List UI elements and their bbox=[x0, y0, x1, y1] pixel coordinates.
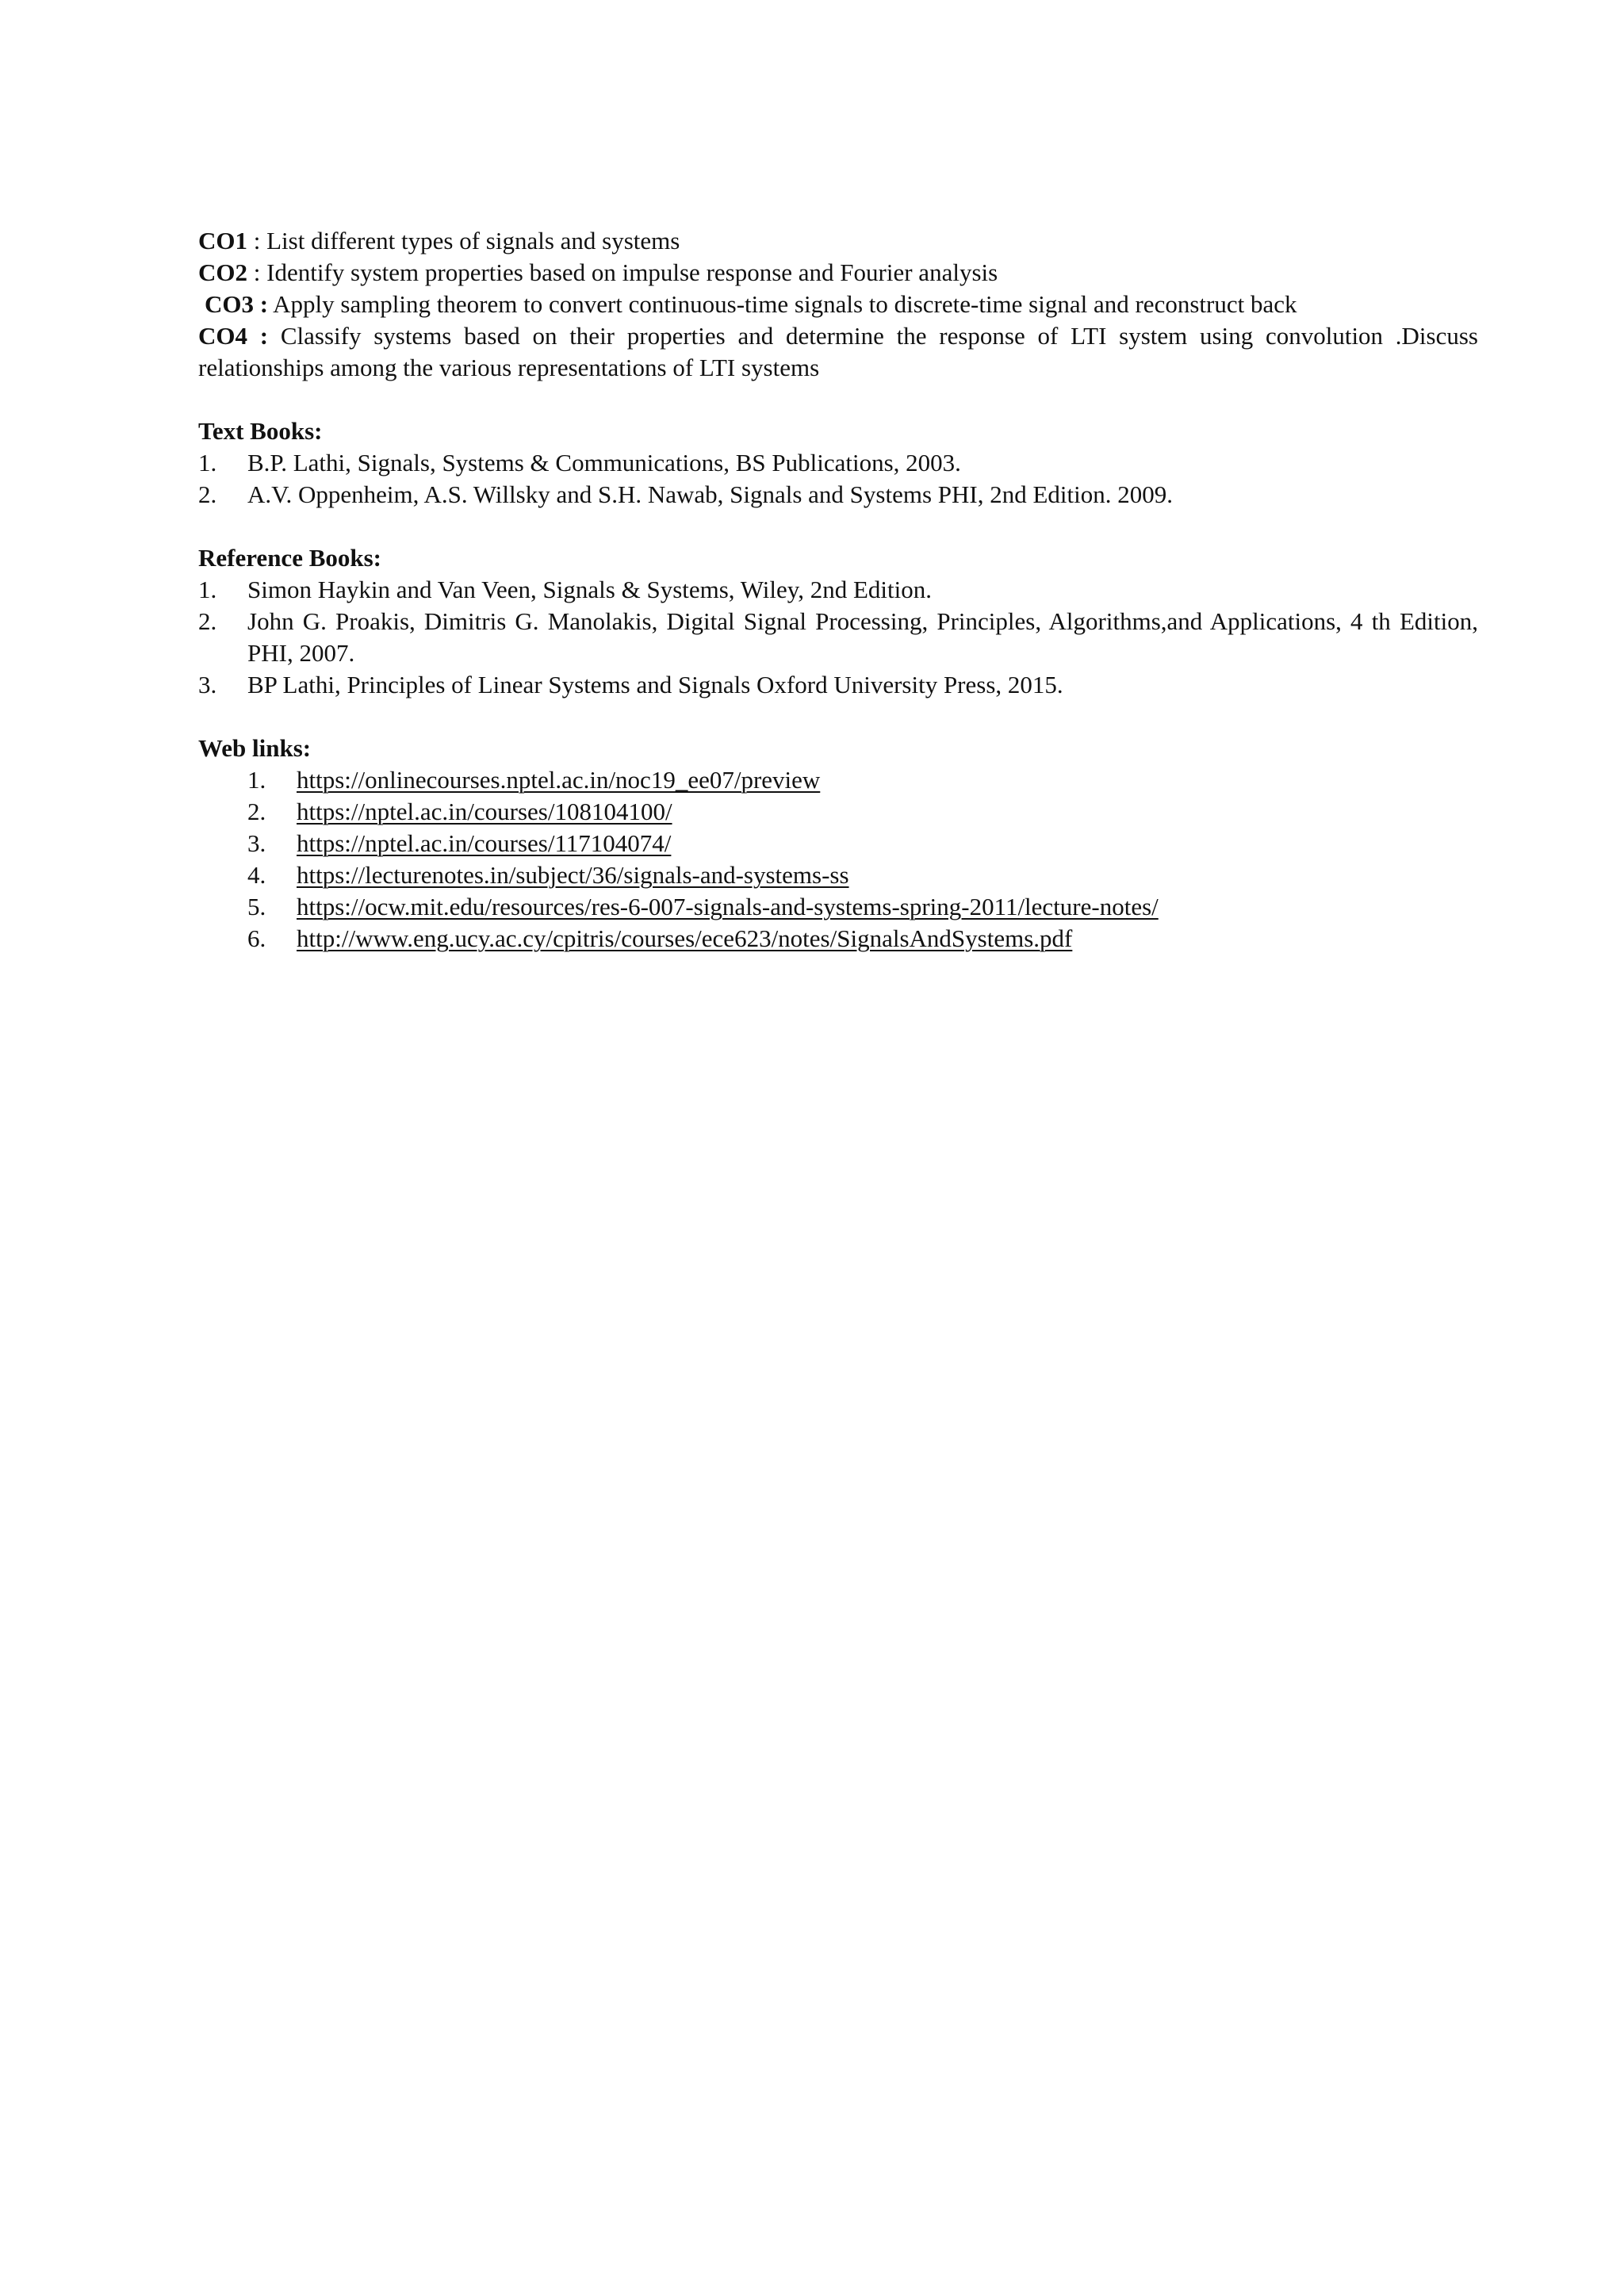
web-link[interactable]: https://nptel.ac.in/courses/108104100/ bbox=[297, 798, 672, 825]
course-outcome-label: CO2 bbox=[198, 258, 247, 286]
course-outcome-separator bbox=[268, 322, 281, 350]
course-outcome-label: CO4 : bbox=[198, 322, 269, 350]
list-item bbox=[247, 796, 1478, 828]
reference-books-heading: Reference Books: bbox=[198, 544, 382, 572]
course-outcome-2 bbox=[198, 257, 1478, 289]
course-outcome-text: Apply sampling theorem to convert continuous-time signals to discrete-time signal and reconstruct back bbox=[273, 290, 1297, 318]
web-link[interactable]: https://onlinecourses.nptel.ac.in/noc19_ee07/preview bbox=[297, 766, 821, 794]
course-outcome-label: CO1 bbox=[198, 227, 247, 254]
course-outcome-text: Identify system properties based on impulse response and Fourier analysis bbox=[266, 258, 998, 286]
course-outcome-label: CO3 : bbox=[205, 290, 269, 318]
course-outcome-4 bbox=[198, 320, 1478, 384]
list-item bbox=[198, 479, 1478, 511]
list-item-number: 5. bbox=[247, 893, 266, 920]
list-item bbox=[198, 447, 1478, 479]
list-item-text: B.P. Lathi, Signals, Systems & Communications, BS Publications, 2003. bbox=[247, 449, 961, 476]
list-item bbox=[247, 891, 1478, 923]
course-outcome-text: Classify systems based on their properties and determine the response of LTI system using convolution .Discuss relationships among the various representations of LTI systems bbox=[198, 322, 1479, 381]
course-outcome-3 bbox=[198, 289, 1478, 320]
web-links-list bbox=[198, 764, 1478, 955]
list-item-text: Simon Haykin and Van Veen, Signals & Systems, Wiley, 2nd Edition. bbox=[247, 576, 933, 603]
list-item-number: 1. bbox=[247, 766, 266, 794]
list-item-number: 1. bbox=[198, 576, 217, 603]
list-item-number: 3. bbox=[247, 829, 266, 857]
web-link[interactable]: https://nptel.ac.in/courses/117104074/ bbox=[297, 829, 672, 857]
web-link[interactable]: https://ocw.mit.edu/resources/res-6-007-signals-and-systems-spring-2011/lecture-notes/ bbox=[297, 893, 1159, 920]
list-item bbox=[247, 859, 1478, 891]
list-item bbox=[247, 828, 1478, 859]
list-item-number: 2. bbox=[247, 798, 266, 825]
list-item bbox=[198, 669, 1478, 701]
list-item bbox=[198, 574, 1478, 606]
course-outcome-separator: : bbox=[247, 227, 267, 254]
web-links-heading: Web links: bbox=[198, 734, 312, 762]
document-page bbox=[198, 225, 1478, 955]
course-outcome-separator: : bbox=[247, 258, 267, 286]
list-item-number: 3. bbox=[198, 671, 217, 698]
list-item bbox=[247, 923, 1478, 955]
list-item-text: John G. Proakis, Dimitris G. Manolakis, Digital Signal Processing, Principles, Algorithms,and Applications, 4 th Edition, PHI, 2007. bbox=[247, 607, 1478, 667]
list-item bbox=[198, 606, 1478, 669]
list-item-number: 2. bbox=[198, 607, 217, 635]
web-links-section bbox=[198, 733, 1478, 955]
list-item-number: 1. bbox=[198, 449, 217, 476]
list-item bbox=[247, 764, 1478, 796]
list-item-text: A.V. Oppenheim, A.S. Willsky and S.H. Nawab, Signals and Systems PHI, 2nd Edition. 2009. bbox=[247, 480, 1173, 508]
web-link[interactable]: https://lecturenotes.in/subject/36/signals-and-systems-ss bbox=[297, 861, 849, 889]
course-outcome-1 bbox=[198, 225, 1478, 257]
list-item-number: 4. bbox=[247, 861, 266, 889]
text-books-list bbox=[198, 447, 1478, 511]
reference-books-section bbox=[198, 542, 1478, 701]
reference-books-list bbox=[198, 574, 1478, 701]
course-outcomes bbox=[198, 225, 1478, 384]
text-books-heading: Text Books: bbox=[198, 417, 323, 445]
list-item-text: BP Lathi, Principles of Linear Systems and Signals Oxford University Press, 2015. bbox=[247, 671, 1063, 698]
list-item-number: 2. bbox=[198, 480, 217, 508]
course-outcome-text: List different types of signals and systems bbox=[266, 227, 680, 254]
text-books-section bbox=[198, 415, 1478, 511]
list-item-number: 6. bbox=[247, 924, 266, 952]
web-link[interactable]: http://www.eng.ucy.ac.cy/cpitris/courses/ece623/notes/SignalsAndSystems.pdf bbox=[297, 924, 1073, 952]
